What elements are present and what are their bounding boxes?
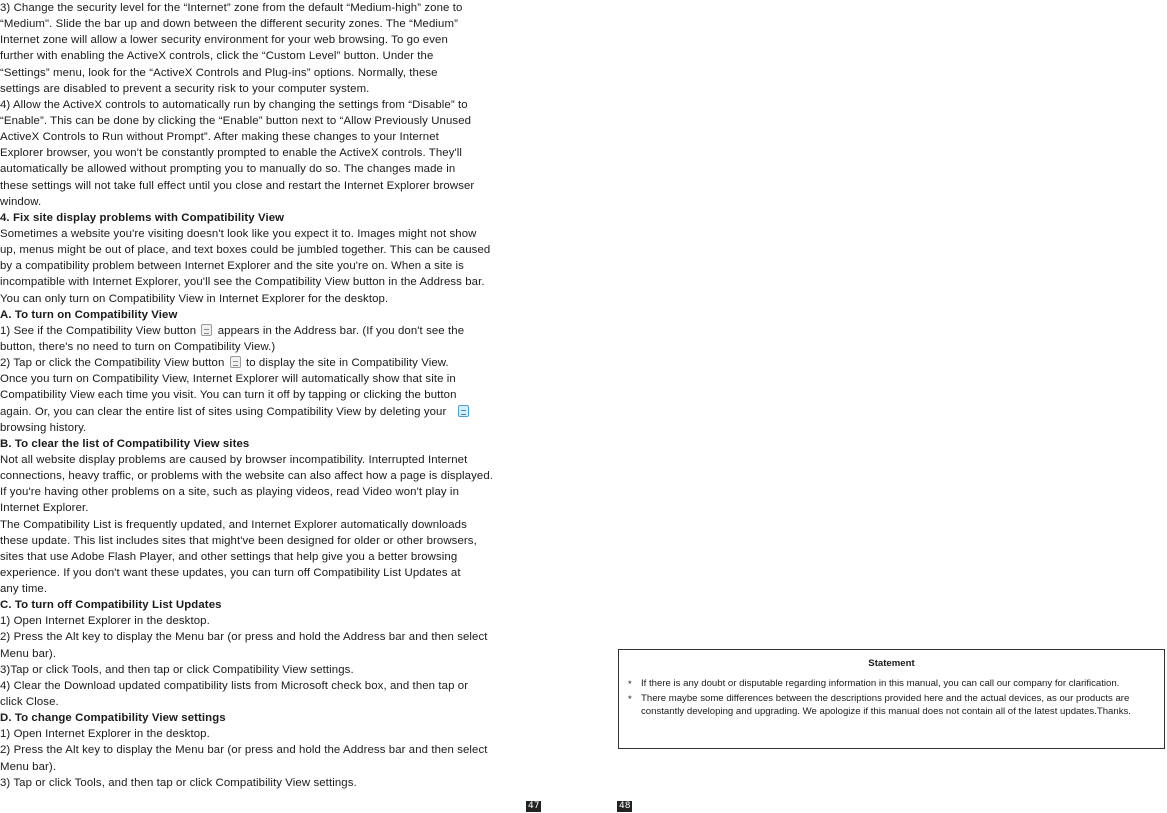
section-heading-compatibility-view: 4. Fix site display problems with Compatibility View bbox=[0, 211, 285, 224]
text-line: 3) Tap or click Tools, and then tap or click Compatibility View settings. bbox=[0, 776, 357, 789]
text-line: 1) Open Internet Explorer in the desktop. bbox=[0, 728, 210, 741]
subheading-change-settings: D. To change Compatibility View settings bbox=[0, 712, 226, 725]
text-line: 3)Tap or click Tools, and then tap or click Compatibility View settings. bbox=[0, 663, 354, 676]
text-line: “Medium". Slide the bar up and down between the different security zones. The “Medium” bbox=[0, 18, 458, 31]
bullet-icon: * bbox=[628, 679, 632, 690]
text-fragment: to display the site in Compatibility View. bbox=[245, 357, 449, 370]
text-line: window. bbox=[0, 195, 42, 208]
text-line: connections, heavy traffic, or problems with the website can also affect how a page is displayed. bbox=[0, 470, 494, 483]
text-line: 3) Change the security level for the “Internet” zone from the default “Medium-high” zone to bbox=[0, 2, 463, 14]
page-number-left: 47 bbox=[528, 801, 540, 811]
page-number-right: 48 bbox=[619, 801, 631, 811]
subheading-clear-list: B. To clear the list of Compatibility View sites bbox=[0, 437, 250, 450]
text-line: 4) Allow the ActiveX controls to automatically run by changing the settings from “Disable” to bbox=[0, 98, 468, 111]
text-line: Internet zone will allow a lower security environment for your web browsing. To go even bbox=[0, 34, 448, 47]
text-line: any time. bbox=[0, 583, 48, 596]
compatibility-view-icon bbox=[230, 356, 241, 368]
statement-box bbox=[618, 649, 1165, 749]
bullet-icon: * bbox=[628, 694, 632, 705]
text-line: Not all website display problems are caused by browser incompatibility. Interrupted Internet bbox=[0, 453, 468, 466]
text-line: experience. If you don't want these updates, you can turn off Compatibility List Updates at bbox=[0, 566, 461, 579]
text-line: automatically be allowed without prompting you to manually do so. The changes made in bbox=[0, 163, 456, 176]
text-line bbox=[0, 323, 560, 339]
statement-text: There maybe some differences between the descriptions provided here and the actual devices, as our products are constantly developing and upgrading. We apologize if this manual does not contain all of the latest updates.Thanks. bbox=[641, 693, 1131, 717]
text-line: click Close. bbox=[0, 696, 59, 709]
subheading-turn-off-updates: C. To turn off Compatibility List Updates bbox=[0, 599, 222, 612]
text-line: 4) Clear the Download updated compatibility lists from Microsoft check box, and then tap or bbox=[0, 679, 469, 692]
compatibility-view-active-icon bbox=[458, 405, 469, 417]
text-line: If you're having other problems on a site, such as playing videos, read Video won't play in bbox=[0, 486, 460, 499]
subheading-turn-on: A. To turn on Compatibility View bbox=[0, 308, 178, 321]
text-line: incompatible with Internet Explorer, you'll see the Compatibility View button in the Address bar. bbox=[0, 276, 485, 289]
text-line: Compatibility View each time you visit. You can turn it off by tapping or clicking the button bbox=[0, 389, 457, 402]
text-fragment: 2) Tap or click the Compatibility View button bbox=[0, 357, 225, 370]
text-line bbox=[0, 404, 560, 420]
text-line: these settings will not take full effect until you close and restart the Internet Explorer browser bbox=[0, 179, 475, 192]
text-line: ActiveX Controls to Run without Prompt”. After making these changes to your Internet bbox=[0, 131, 439, 144]
statement-item bbox=[628, 677, 1156, 690]
compatibility-view-icon bbox=[201, 324, 212, 336]
text-line bbox=[0, 355, 560, 371]
text-line: Explorer browser, you won't be constantly prompted to enable the ActiveX controls. They'll bbox=[0, 147, 463, 160]
text-line: Menu bar). bbox=[0, 647, 57, 660]
text-line: settings are disabled to prevent a security risk to your computer system. bbox=[0, 82, 370, 95]
text-line: button, there's no need to turn on Compatibility View.) bbox=[0, 340, 276, 353]
text-line: Sometimes a website you're visiting doesn't look like you expect it to. Images might not show bbox=[0, 227, 477, 240]
text-line: Once you turn on Compatibility View, Internet Explorer will automatically show that site in bbox=[0, 373, 456, 386]
statement-title: Statement bbox=[868, 658, 915, 669]
text-line: Internet Explorer. bbox=[0, 502, 89, 515]
text-line: 1) Open Internet Explorer in the desktop. bbox=[0, 615, 210, 628]
text-line: browsing history. bbox=[0, 421, 87, 434]
text-line: these update. This list includes sites that might've been designed for older or other browsers, bbox=[0, 534, 477, 547]
page-47-content bbox=[0, 0, 560, 791]
text-line: “Enable”. This can be done by clicking the “Enable” button next to “Allow Previously Unused bbox=[0, 114, 472, 127]
text-line: The Compatibility List is frequently updated, and Internet Explorer automatically downloads bbox=[0, 518, 467, 531]
text-fragment: 1) See if the Compatibility View button bbox=[0, 324, 197, 337]
text-line: further with enabling the ActiveX controls, click the “Custom Level” button. Under the bbox=[0, 50, 434, 63]
text-line: You can only turn on Compatibility View in Internet Explorer for the desktop. bbox=[0, 292, 389, 305]
text-line: by a compatibility problem between Internet Explorer and the site you're on. When a site is bbox=[0, 260, 464, 273]
text-line: Menu bar). bbox=[0, 760, 57, 773]
text-fragment: again. Or, you can clear the entire list of sites using Compatibility View by deleting your bbox=[0, 405, 447, 418]
text-line: “Settings” menu, look for the “ActiveX Controls and Plug-ins” options. Normally, these bbox=[0, 66, 438, 79]
text-line: sites that use Adobe Flash Player, and other settings that help give you a better browsing bbox=[0, 550, 458, 563]
statement-list bbox=[628, 677, 1156, 720]
text-line: 2) Press the Alt key to display the Menu bar (or press and hold the Address bar and then select bbox=[0, 744, 488, 757]
statement-item bbox=[628, 692, 1156, 718]
text-fragment: appears in the Address bar. (If you don't see the bbox=[217, 324, 465, 337]
text-line: 2) Press the Alt key to display the Menu bar (or press and hold the Address bar and then select bbox=[0, 631, 488, 644]
statement-text: If there is any doubt or disputable regarding information in this manual, you can call our company for clarification. bbox=[641, 678, 1120, 689]
text-line: up, menus might be out of place, and text boxes could be jumbled together. This can be caused bbox=[0, 244, 491, 257]
